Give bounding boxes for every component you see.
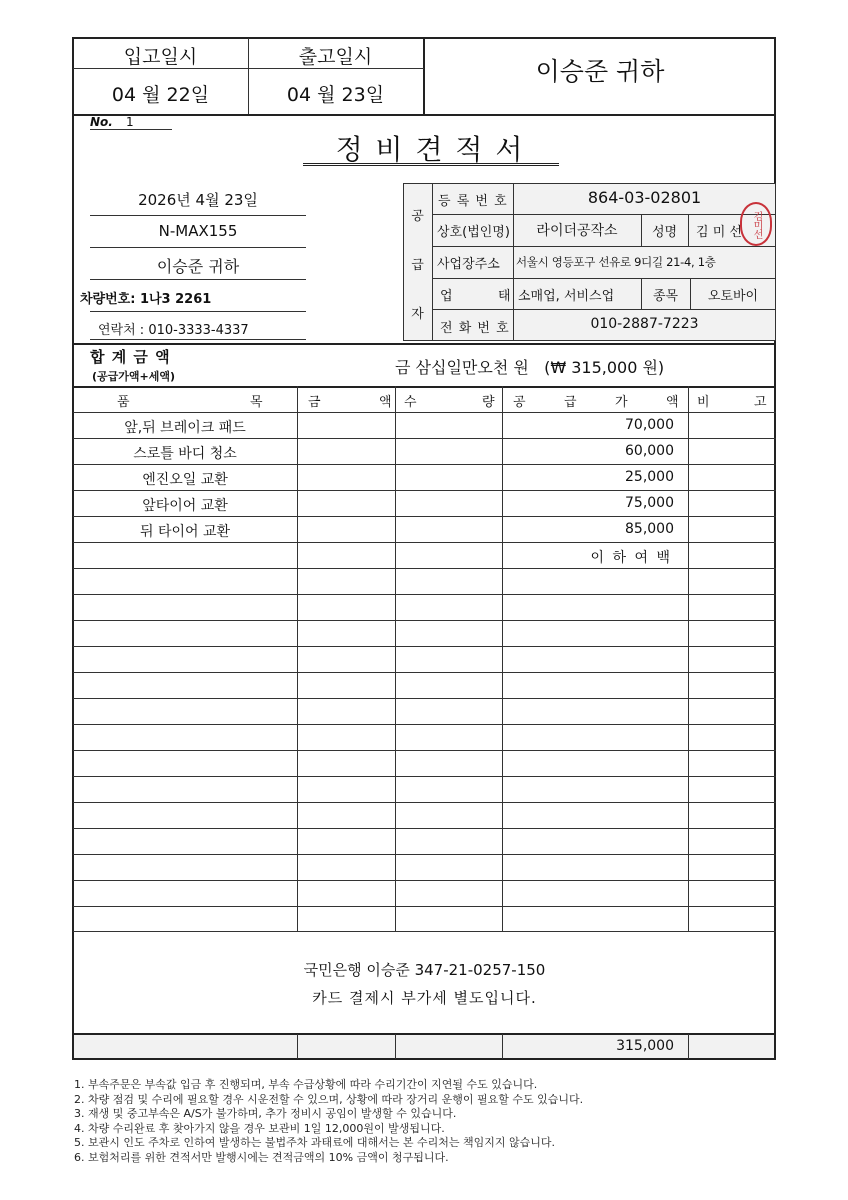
table-row <box>73 490 776 491</box>
note-line: 4. 차량 수리완료 후 찾아가지 않을 경우 보관비 1일 12,000원이 발생됩니다. <box>74 1121 445 1135</box>
note-line: 3. 재생 및 중고부속은 A/S가 불가하며, 추가 정비시 공임이 발생할 수 있습니다. <box>74 1107 457 1120</box>
supplier-row-line <box>432 309 776 310</box>
in-date-label: 입고일시 <box>123 46 198 68</box>
supplier-row-line <box>432 246 776 247</box>
table-row <box>73 750 776 751</box>
table-row <box>73 594 776 595</box>
supplier-divider <box>432 183 433 341</box>
address-value: 서울시 영등포구 선유로 9디길 21-4, 1층 <box>516 255 716 269</box>
col-header-amount: 금 <box>308 395 321 410</box>
out-date-label: 출고일시 <box>298 46 373 68</box>
note-line: 1. 부속주문은 부속값 입금 후 진행되며, 부속 수급상황에 따라 수리기간이 지연될 수도 있습니다. <box>74 1078 538 1091</box>
row-item-name: 앞,뒤 브레이크 패드 <box>124 420 246 436</box>
supplier-side-char: 공 <box>411 209 424 224</box>
supplier-side-char: 급 <box>411 258 424 273</box>
table-row <box>73 776 776 777</box>
note-line: 5. 보관시 인도 주차로 인하여 발생하는 불법주차 과태료에 대해서는 본 수리처는 책임지지 않습니다. <box>74 1136 555 1149</box>
card-payment-note: 카드 결제시 부가세 별도입니다. <box>312 989 537 1007</box>
col-header-item: 품 <box>117 395 130 410</box>
table-row <box>73 646 776 647</box>
supplier-divider <box>688 214 689 246</box>
company-value: 라이더공작소 <box>536 223 618 239</box>
terms-notes <box>74 1078 583 1165</box>
out-date-value: 04 월 23일 <box>286 84 385 106</box>
owner-label: 성명 <box>651 225 678 240</box>
col-header-remark: 비 <box>697 395 710 410</box>
client-rule <box>90 215 306 216</box>
table-row <box>73 568 776 569</box>
total-amount: 금 삼십일만오천 원 (₩ 315,000 원) <box>395 358 665 377</box>
footer-total: 315,000 <box>616 1038 674 1054</box>
table-row <box>73 880 776 881</box>
note-line: 6. 보험처리를 위한 견적서만 발행시에는 견적금액의 10% 금액이 청구됩니다. <box>74 1150 449 1164</box>
footer-col-line <box>688 1034 689 1059</box>
business-type-label: 업 <box>440 289 453 304</box>
row-item-name: 스로틀 바디 청소 <box>133 446 237 462</box>
col-header-supply: 액 <box>666 395 679 410</box>
client-name: 이승준 귀하 <box>156 257 240 276</box>
footer-col-line <box>297 1034 298 1059</box>
row-item-name: 뒤 타이어 교환 <box>139 524 231 540</box>
table-bottom-rule <box>73 931 776 932</box>
row-supply-price: 75,000 <box>625 495 674 511</box>
col-header-amount: 액 <box>379 395 392 410</box>
business-item-value: 오토바이 <box>707 289 759 304</box>
phone-label: 전 화 번 호 <box>440 321 510 336</box>
table-row <box>73 802 776 803</box>
total-label: 합 계 금 액 <box>90 348 171 366</box>
row-item-name: 앞타이어 교환 <box>142 498 228 514</box>
client-rule <box>90 279 306 280</box>
reg-number-label: 등 록 번 호 <box>438 194 508 209</box>
table-row <box>73 724 776 725</box>
note-line: 2. 차량 점검 및 수리에 필요할 경우 시운전할 수 있으며, 상황에 따라 장거리 운행이 필요할 수도 있습니다. <box>74 1092 584 1106</box>
row-supply-price: 60,000 <box>625 443 674 459</box>
col-header-remark: 고 <box>754 395 767 410</box>
col-header-item: 목 <box>250 395 263 410</box>
total-sublabel: (공급가액+세액) <box>92 370 176 383</box>
bank-account: 국민은행 이승준 347-21-0257-150 <box>303 961 546 979</box>
table-row <box>73 620 776 621</box>
row-supply-price: 85,000 <box>625 521 674 537</box>
client-rule <box>90 311 306 312</box>
business-type-label: 태 <box>498 289 511 304</box>
header-divider <box>73 114 776 116</box>
footer-col-line <box>395 1034 396 1059</box>
table-col-line <box>502 386 503 931</box>
client-rule <box>90 339 306 340</box>
table-col-line <box>688 386 689 931</box>
table-col-line <box>395 386 396 931</box>
doc-no-underline <box>90 129 172 130</box>
row-supply-price: 70,000 <box>625 417 674 433</box>
phone-value: 010-2887-7223 <box>590 316 699 332</box>
supplier-row-line <box>432 278 776 279</box>
address-label: 사업장주소 <box>437 257 500 272</box>
estimate-date: 2026년 4월 23일 <box>138 191 258 209</box>
table-row <box>73 854 776 855</box>
company-label: 상호(법인명) <box>437 225 510 240</box>
table-row <box>73 464 776 465</box>
table-row <box>73 828 776 829</box>
row-item-name: 엔진오일 교환 <box>142 472 228 488</box>
company-seal: 김미선 <box>740 202 772 246</box>
table-col-line <box>297 386 298 931</box>
row-supply-price: 25,000 <box>625 469 674 485</box>
col-header-qty: 량 <box>482 395 495 410</box>
supplier-side-char: 자 <box>411 307 424 322</box>
document-title: 정 비 견 적 서 <box>335 133 525 166</box>
col-header-supply: 급 <box>564 395 577 410</box>
supplier-row-line <box>432 214 776 215</box>
vehicle-model: N-MAX155 <box>158 222 238 240</box>
col-header-supply: 가 <box>615 395 628 410</box>
table-row <box>73 672 776 673</box>
end-of-list-marker: 이 하 여 백 <box>590 550 672 566</box>
business-type-value: 소매업, 서비스업 <box>518 289 615 304</box>
title-underline <box>303 163 559 166</box>
table-top-rule <box>73 386 776 388</box>
owner-value: 김 미 선 <box>696 225 742 240</box>
in-date-value: 04 월 22일 <box>111 84 210 106</box>
table-row <box>73 698 776 699</box>
vehicle-plate: 차량번호: 1나3 2261 <box>80 292 212 307</box>
business-item-label: 종목 <box>652 289 679 304</box>
client-rule <box>90 247 306 248</box>
client-contact: 연락처 : 010-3333-4337 <box>98 323 249 338</box>
total-top-rule <box>73 343 776 345</box>
doc-no-value: 1 <box>126 115 134 129</box>
table-header-rule <box>73 412 776 413</box>
customer-name-top: 이승준 귀하 <box>535 57 665 86</box>
doc-no-label: No. <box>90 115 113 129</box>
table-row <box>73 542 776 543</box>
reg-number-value: 864-03-02801 <box>587 188 702 207</box>
col-header-qty: 수 <box>404 395 417 410</box>
table-row <box>73 438 776 439</box>
table-row <box>73 906 776 907</box>
table-row <box>73 516 776 517</box>
col-header-supply: 공 <box>513 395 526 410</box>
